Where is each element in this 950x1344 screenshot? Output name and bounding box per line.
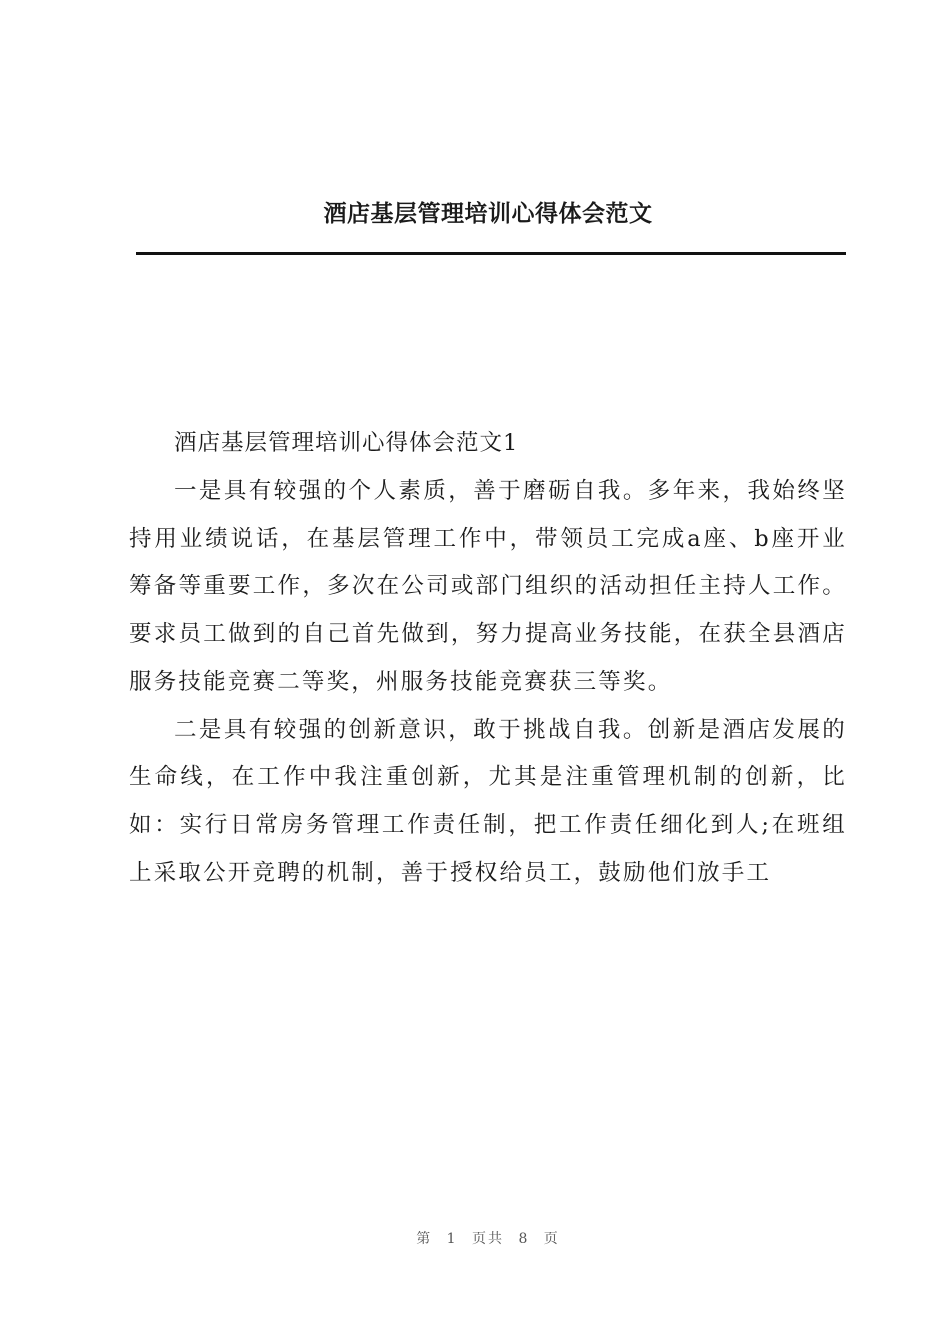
body-paragraph-1: 一是具有较强的个人素质，善于磨砺自我。多年来，我始终坚持用业绩说话，在基层管理工作中，带领员工完成a座、b座开业筹备等重要工作，多次在公司或部门组织的活动担任主持人工作。要求员工做到的自己首先做到，努力提高业务技能，在获全县酒店服务技能竞赛二等奖，州服务技能竞赛获三等奖。 bbox=[129, 477, 847, 695]
body-paragraph-2: 二是具有较强的创新意识，敢于挑战自我。创新是酒店发展的生命线，在工作中我注重创新，尤其是注重管理机制的创新，比如：实行日常房务管理工作责任制，把工作责任细化到人;在班组上采取公开竞聘的机制，善于授权给员工，鼓励他们放手工 bbox=[129, 716, 847, 886]
title-underline bbox=[136, 252, 846, 255]
section-heading: 酒店基层管理培训心得体会范文1 bbox=[174, 430, 519, 456]
document-title: 酒店基层管理培训心得体会范文 bbox=[323, 200, 653, 227]
page-number-footer: 第 1 页共 8 页 bbox=[416, 1231, 560, 1247]
document-body bbox=[129, 420, 847, 898]
